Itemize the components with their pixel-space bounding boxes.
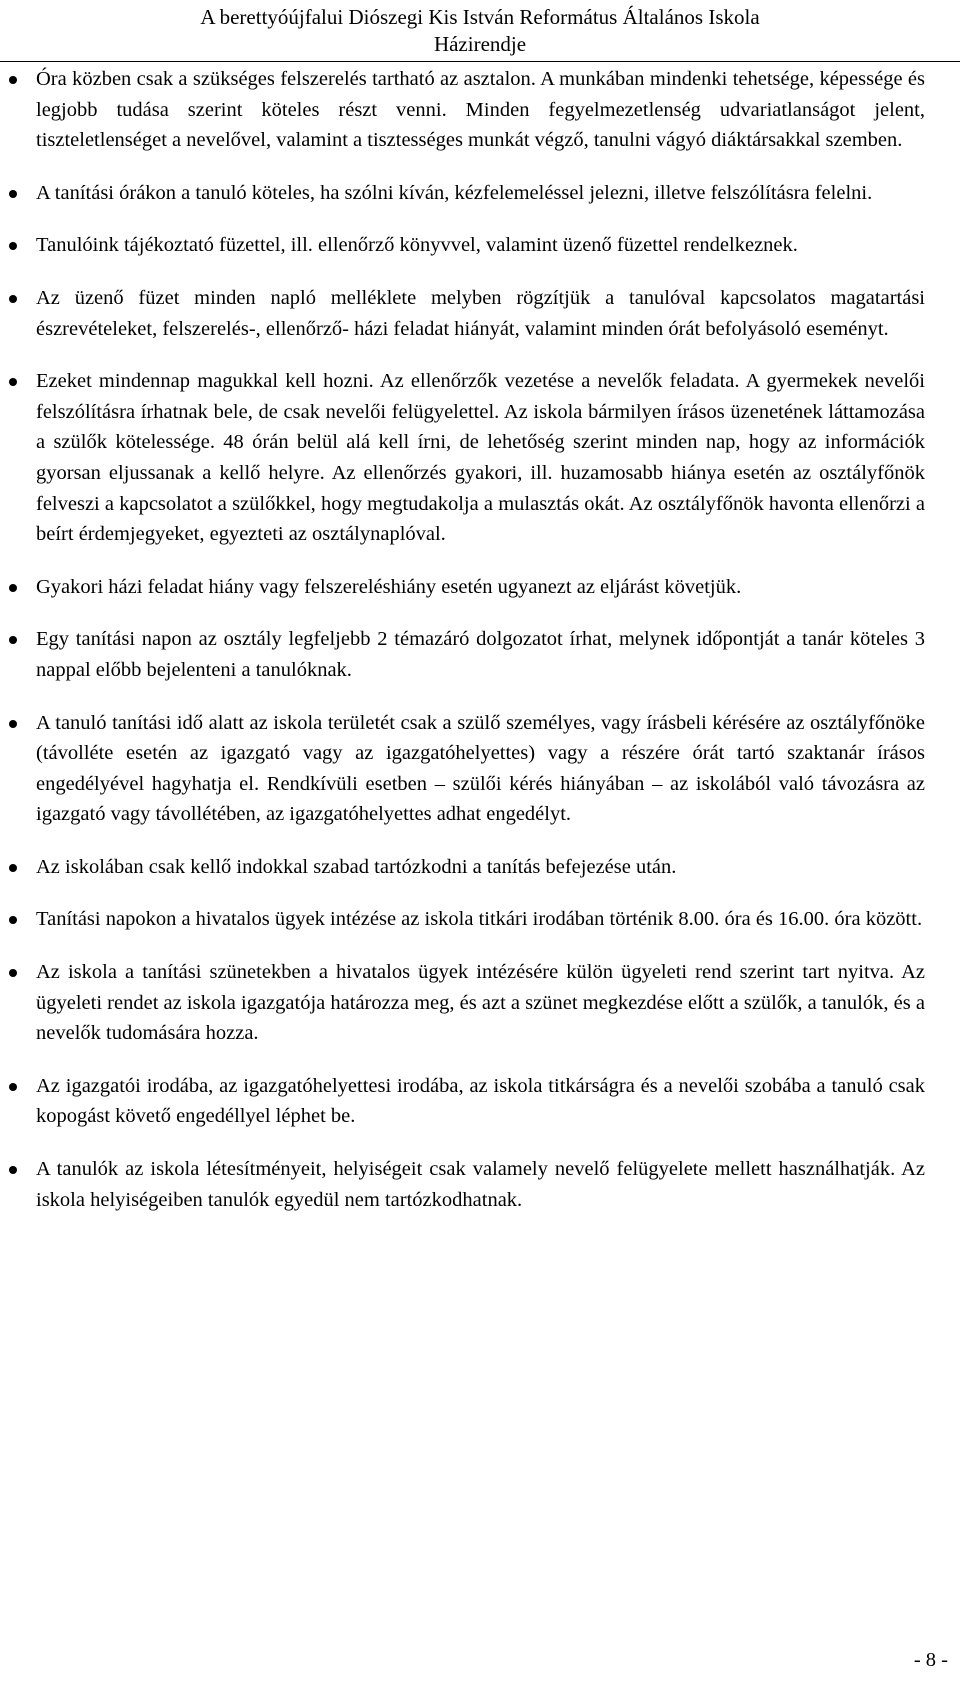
list-item — [36, 283, 925, 344]
bullet-icon — [9, 190, 17, 198]
bullet-icon — [9, 76, 17, 84]
bullet-icon — [9, 636, 17, 644]
page-header — [0, 4, 960, 62]
bullet-icon — [9, 720, 17, 728]
bullet-icon — [9, 295, 17, 303]
rule-text: Gyakori házi feladat hiány vagy felszereléshiány esetén ugyanezt az eljárást követjük. — [36, 575, 742, 598]
list-item — [36, 1071, 925, 1132]
list-item — [36, 366, 925, 550]
bullet-icon — [9, 1083, 17, 1091]
list-item — [36, 572, 925, 603]
rule-text: A tanítási órákon a tanuló köteles, ha szólni kíván, kézfelemeléssel jelezni, illetve felszólításra felelni. — [36, 181, 873, 204]
bullet-icon — [9, 864, 17, 872]
rule-text: A tanulók az iskola létesítményeit, helyiségeit csak valamely nevelő felügyelete mellett használhatják. Az iskola helyiségeiben tanulók egyedül nem tartózkodhatnak. — [36, 1158, 925, 1211]
rule-text: Tanulóink tájékoztató füzettel, ill. ellenőrző könyvvel, valamint üzenő füzettel rendelkeznek. — [36, 234, 798, 257]
list-item — [36, 957, 925, 1049]
rule-text: Egy tanítási napon az osztály legfeljebb 2 témazáró dolgozatot írhat, melynek időpontját a tanár köteles 3 nappal előbb bejelenteni a tanulóknak. — [36, 628, 925, 681]
list-item — [36, 230, 925, 261]
list-item — [36, 1154, 925, 1215]
document-title: Házirendje — [433, 32, 527, 56]
rule-text: Az iskola a tanítási szünetekben a hivatalos ügyek intézésére külön ügyeleti rend szerint tart nyitva. Az ügyeleti rendet az iskola igazgatója határozza meg, és azt a szünet megkezdése előtt a szülők, a tanulók, és a nevelők tudomására hozza. — [36, 961, 925, 1045]
rule-text: Tanítási napokon a hivatalos ügyek intézése az iskola titkári irodában történik 8.00. óra és 16.00. óra között. — [36, 908, 923, 931]
bullet-icon — [9, 1166, 17, 1174]
bullet-icon — [9, 242, 17, 250]
bullet-icon — [9, 378, 17, 386]
rule-text: A tanuló tanítási idő alatt az iskola területét csak a szülő személyes, vagy írásbeli kérésére az osztályfőnöke (távolléte esetén az igazgató vagy az igazgatóhelyettes) vagy a részére órát tartó szaktanár írásos engedélyével hagyhatja el. Rendkívüli esetben – szülői kérés hiányában – az iskolából való távozásra az igazgató vagy távollétében, az igazgatóhelyettes adhat engedélyt. — [36, 711, 925, 826]
list-item — [36, 852, 925, 883]
rule-text: Ezeket mindennap magukkal kell hozni. Az ellenőrzők vezetése a nevelők feladata. A gyermekek nevelői felszólításra írhatnak bele, de csak nevelői felügyelettel. Az iskola bármilyen írásos üzenetének láttamozása a szülők kötelessége. 48 órán belül alá kell írni, de lehetőség szerint minden nap, hogy az információk gyorsan eljussanak a kellő helyre. Az ellenőrzés gyakori, ill. huzamosabb hiánya esetén az osztályfőnök felveszi a kapcsolatot a szülőkkel, hogy megtudakolja a mulasztás okát. Az osztályfőnök havonta ellenőrzi a beírt érdemjegyeket, egyezteti az osztálynaplóval. — [36, 370, 925, 546]
list-item — [36, 624, 925, 685]
list-item — [36, 178, 925, 209]
rule-text: Óra közben csak a szükséges felszerelés tartható az asztalon. A munkában mindenki tehetsége, képessége és legjobb tudása szerint köteles részt venni. Minden fegyelmezetlenség udvariatlanságot jelent, tiszteletlenséget a nevelővel, valamint a tisztességes munkát végző, tanulni vágyó diáktársakkal szemben. — [36, 68, 925, 152]
rule-text: Az iskolában csak kellő indokkal szabad tartózkodni a tanítás befejezése után. — [36, 855, 677, 878]
list-item — [36, 64, 925, 156]
bullet-icon — [9, 584, 17, 592]
rule-text: Az igazgatói irodába, az igazgatóhelyettesi irodába, az iskola titkárságra és a nevelői szobába a tanuló csak kopogást követő engedéllyel léphet be. — [36, 1074, 925, 1128]
school-name: A berettyóújfalui Diószegi Kis István Református Általános Iskola — [200, 5, 760, 29]
bullet-icon — [9, 916, 17, 924]
document-body — [0, 64, 960, 1237]
rules-list — [0, 64, 960, 1215]
rule-text: Az üzenő füzet minden napló melléklete melyben rögzítjük a tanulóval kapcsolatos magatartási észrevételeket, felszerelés-, ellenőrző- házi feladat hiányát, valamint minden órát befolyásoló eseményt. — [36, 286, 925, 340]
bullet-icon — [9, 969, 17, 977]
page-number: - 8 - — [913, 1649, 948, 1671]
list-item — [36, 708, 925, 830]
list-item — [36, 904, 925, 935]
